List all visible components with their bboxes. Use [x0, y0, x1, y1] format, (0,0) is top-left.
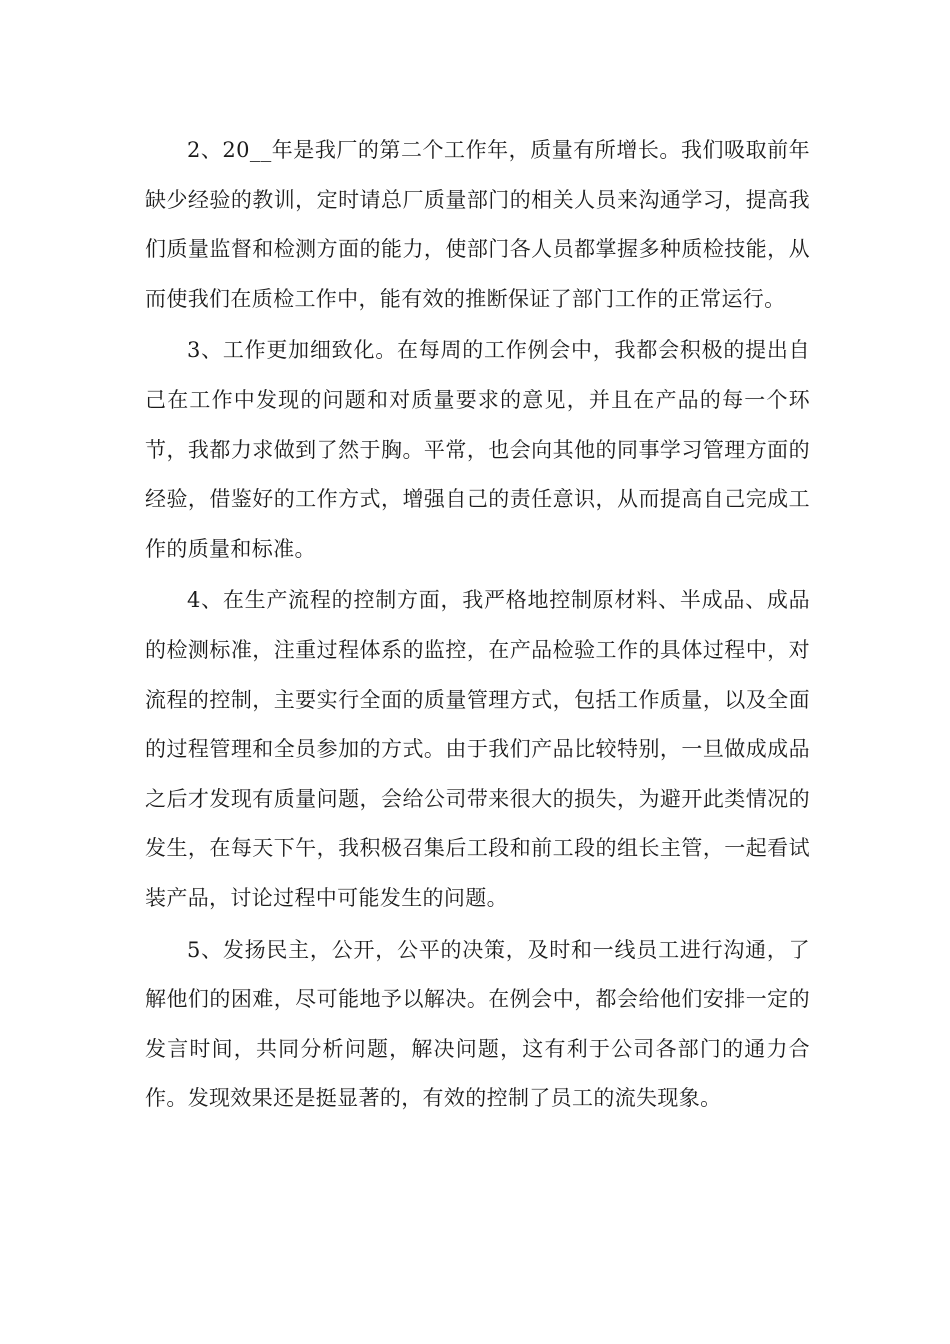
- paragraph-3: 3、工作更加细致化。在每周的工作例会中，我都会积极的提出自己在工作中发现的问题和对质量要求的意见，并且在产品的每一个环节，我都力求做到了然于胸。平常，也会向其他的同事学习管理方面的经验，借鉴好的工作方式，增强自己的责任意识，从而提高自己完成工作的质量和标准。: [145, 338, 810, 561]
- paragraph-5: 5、发扬民主，公开，公平的决策，及时和一线员工进行沟通，了解他们的困难，尽可能地予以解决。在例会中，都会给他们安排一定的发言时间，共同分析问题，解决问题，这有利于公司各部门的通力合作。发现效果还是挺显著的，有效的控制了员工的流失现象。: [145, 937, 810, 1111]
- paragraph-4: 4、在生产流程的控制方面，我严格地控制原材料、半成品、成品的检测标准，注重过程体系的监控，在产品检验工作的具体过程中，对流程的控制，主要实行全面的质量管理方式，包括工作质量，以及全面的过程管理和全员参加的方式。由于我们产品比较特别，一旦做成成品之后才发现有质量问题，会给公司带来很大的损失，为避开此类情况的发生，在每天下午，我积极召集后工段和前工段的组长主管，一起看试装产品，讨论过程中可能发生的问题。: [145, 588, 810, 910]
- paragraph-2: 2、20__年是我厂的第二个工作年，质量有所增长。我们吸取前年缺少经验的教训，定时请总厂质量部门的相关人员来沟通学习，提高我们质量监督和检测方面的能力，使部门各人员都掌握多种质检技能，从而使我们在质检工作中，能有效的推断保证了部门工作的正常运行。: [145, 138, 810, 311]
- document-body: [145, 126, 810, 1126]
